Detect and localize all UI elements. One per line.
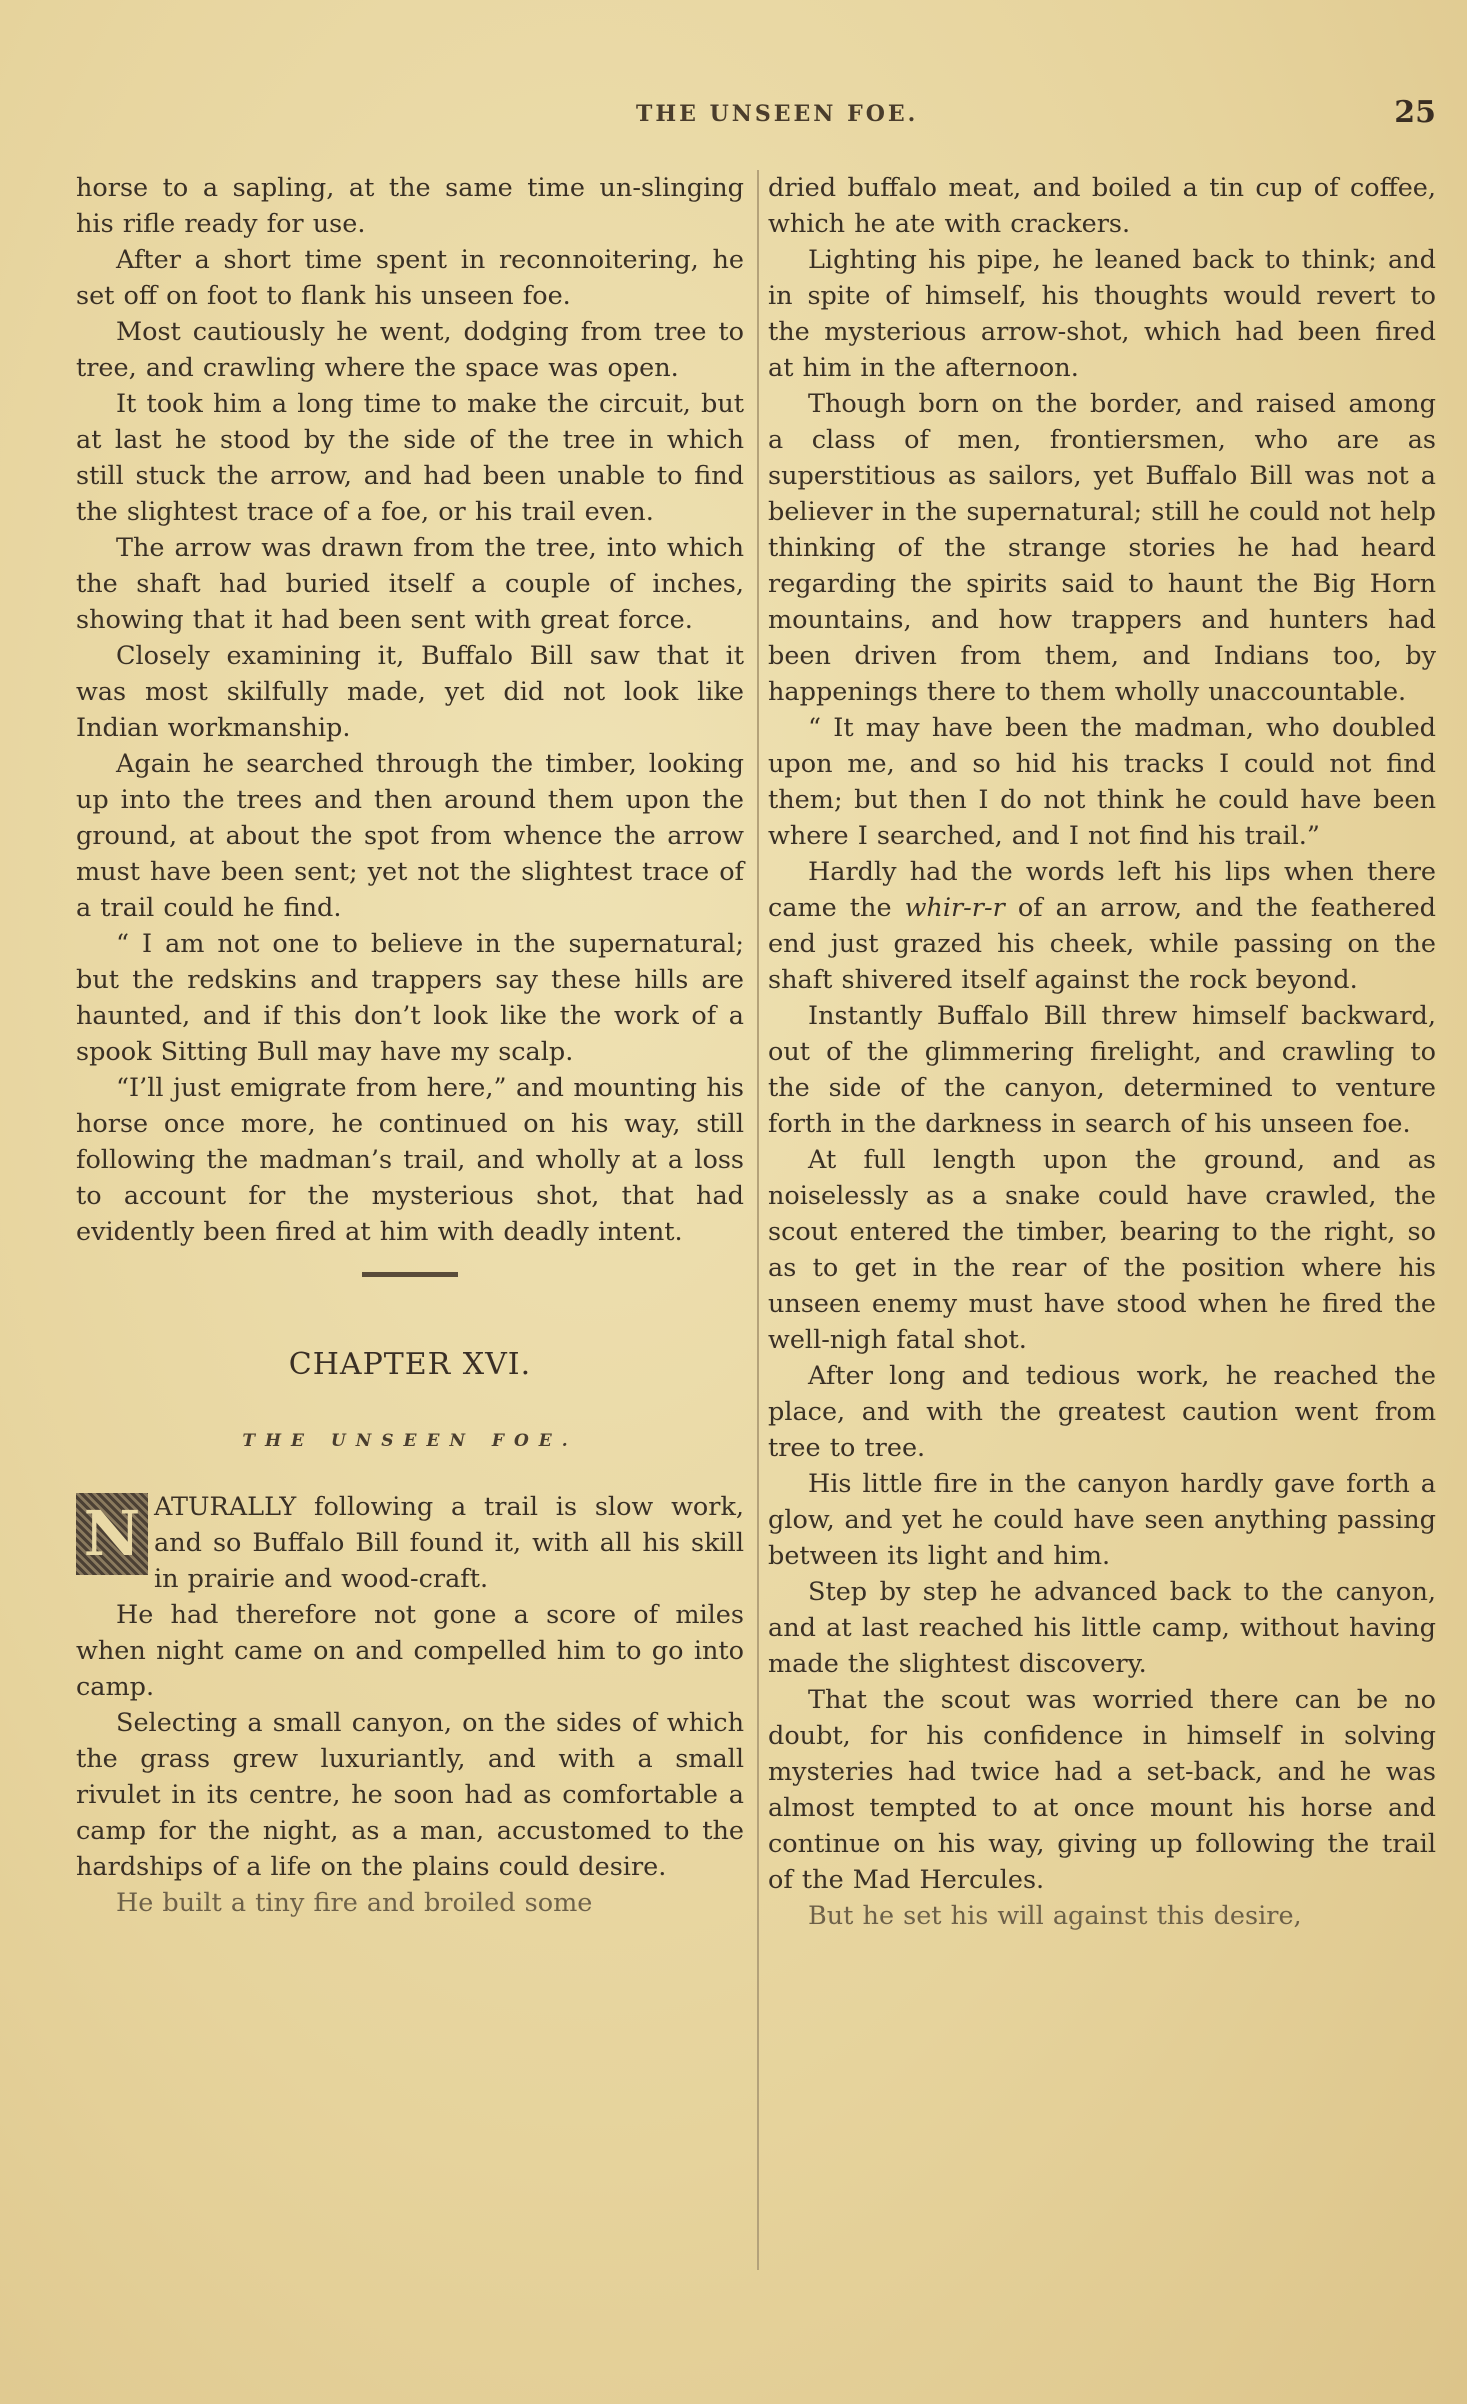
paragraph: But he set his will against this desire,: [808, 1901, 1302, 1931]
paragraph: After long and tedious work, he reached the place, and with the greatest caution went from tree to tree.: [768, 1361, 1436, 1463]
paragraph: “ I am not one to believe in the supernatural; but the redskins and trappers say these hills are haunted, and if this don’t look like the work of a spook Sitting Bull may have my scalp.: [76, 929, 744, 1067]
left-column: [76, 170, 744, 1921]
paragraph: dried buffalo meat, and boiled a tin cup of coffee, which he ate with crackers.: [768, 173, 1436, 239]
italic-sound: whir-r-r: [904, 893, 1005, 923]
chapter-heading: CHAPTER XVI.: [288, 1347, 532, 1382]
paragraph-text: of an arrow, and the feathered end just grazed his cheek, while passing on the shaft shivered itself against the rock beyond.: [768, 893, 1437, 995]
paragraph: The arrow was drawn from the tree, into which the shaft had buried itself a couple of inches, showing that it had been sent with great force.: [76, 533, 744, 635]
paragraph: After a short time spent in reconnoitering, he set off on foot to flank his unseen foe.: [76, 245, 744, 311]
paragraph: Though born on the border, and raised among a class of men, frontiersmen, who are as superstitious as sailors, yet Buffalo Bill was not a believer in the supernatural; still he could not help thinking of the strange stories he had heard regarding the spirits said to haunt the Big Horn mountains, and how trappers and hunters had been driven from them, and Indians too, by happenings there to them wholly unaccountable.: [768, 389, 1436, 707]
paragraph: That the scout was worried there can be no doubt, for his confidence in himself in solving mysteries had twice had a set-back, and he was almost tempted to at once mount his horse and continue on his way, giving up following the trail of the Mad Hercules.: [768, 1685, 1436, 1895]
paragraph: Most cautiously he went, dodging from tree to tree, and crawling where the space was open.: [76, 317, 744, 383]
paragraph: Instantly Buffalo Bill threw himself backward, out of the glimmering firelight, and crawling to the side of the canyon, determined to venture forth in the darkness in search of his unseen foe.: [768, 1001, 1436, 1139]
page-header: [76, 95, 1436, 135]
paragraph: horse to a sapling, at the same time un-slinging his rifle ready for use.: [76, 173, 744, 239]
paragraph: It took him a long time to make the circuit, but at last he stood by the side of the tree in which still stuck the arrow, and had been unable to find the slightest trace of a foe, or his trail even.: [76, 389, 744, 527]
paragraph-text: Hardly had the words left his lips when there came the: [768, 857, 1436, 923]
paragraph: Selecting a small canyon, on the sides of which the grass grew luxuriantly, and with a small rivulet in its centre, he soon had as comfortable a camp for the night, as a man, accustomed to the hardships of a life on the plains could desire.: [76, 1708, 744, 1882]
paragraph: Again he searched through the timber, looking up into the trees and then around them upon the ground, at about the spot from whence the arrow must have been sent; yet not the slightest trace of a trail could he find.: [76, 749, 744, 923]
right-column: [768, 170, 1436, 1934]
paragraph: His little fire in the canyon hardly gave forth a glow, and yet he could have seen anything passing between its light and him.: [768, 1469, 1436, 1571]
paragraph: [768, 854, 1436, 998]
paragraph: At full length upon the ground, and as noiselessly as a snake could have crawled, the scout entered the timber, bearing to the right, so as to get in the rear of the position where his unseen enemy must have stood when he fired the well-nigh fatal shot.: [768, 1145, 1436, 1355]
paragraph-text: ATURALLY following a trail is slow work, and so Buffalo Bill found it, with all his skill in prairie and wood-craft.: [154, 1492, 744, 1594]
running-head: THE UNSEEN FOE.: [636, 101, 919, 127]
paragraph: He had therefore not gone a score of miles when night came on and compelled him to go into camp.: [76, 1600, 744, 1702]
chapter-opening-paragraph: [76, 1489, 744, 1597]
paragraph: “I’ll just emigrate from here,” and mounting his horse once more, he continued on his way, still following the madman’s trail, and wholly at a loss to account for the mysterious shot, that had evidently been fired at him with deadly intent.: [76, 1073, 744, 1247]
paragraph: Closely examining it, Buffalo Bill saw that it was most skilfully made, yet did not look like Indian workmanship.: [76, 641, 744, 743]
paragraph: He built a tiny fire and broiled some: [116, 1888, 593, 1918]
paragraph: Step by step he advanced back to the canyon, and at last reached his little camp, without having made the slightest discovery.: [768, 1577, 1436, 1679]
paragraph: Lighting his pipe, he leaned back to think; and in spite of himself, his thoughts would revert to the mysterious arrow-shot, which had been fired at him in the afternoon.: [768, 245, 1436, 383]
drop-cap: N: [76, 1493, 148, 1575]
section-divider: [362, 1272, 458, 1277]
column-divider: [757, 170, 759, 2270]
chapter-title: THE UNSEEN FOE.: [242, 1431, 578, 1451]
paragraph: “ It may have been the madman, who doubled upon me, and so hid his tracks I could not find them; but then I do not think he could have been where I searched, and I not find his trail.”: [768, 713, 1436, 851]
page-number: 25: [1394, 95, 1436, 130]
